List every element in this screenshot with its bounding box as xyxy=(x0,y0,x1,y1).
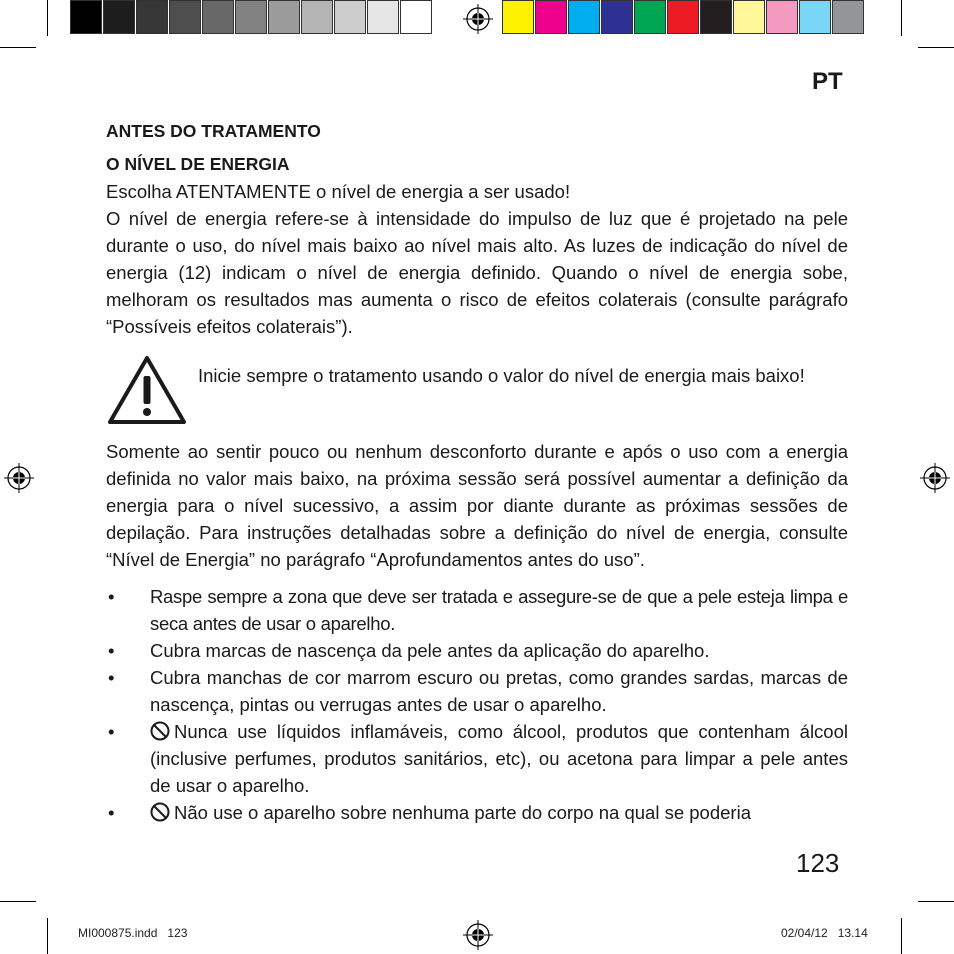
page-body xyxy=(106,118,848,826)
registration-mark-icon xyxy=(463,920,493,950)
list-item-text: Cubra manchas de cor marrom escuro ou pretas, como grandes sardas, marcas de nascença, pintas ou verrugas antes de usar o aparelho. xyxy=(150,667,848,715)
prohibited-icon xyxy=(150,802,170,822)
warning-triangle-icon xyxy=(106,354,188,426)
color-swatch xyxy=(535,0,567,34)
color-swatch xyxy=(400,0,432,34)
list-item-text: Nunca use líquidos inflamáveis, como álcool, produtos que contenham álcool (inclusive perfumes, produtos sanitários, etc), ou acetona para limpar a pele antes de usar o aparelho. xyxy=(150,721,848,796)
bullet: • xyxy=(108,721,115,742)
color-swatch xyxy=(367,0,399,34)
process-colorbar xyxy=(502,0,865,36)
crop-mark xyxy=(47,0,48,36)
list-item-text: Cubra marcas de nascença da pele antes da aplicação do aparelho. xyxy=(150,640,710,661)
crop-mark xyxy=(47,918,48,954)
crop-mark xyxy=(918,47,954,48)
crop-mark xyxy=(901,0,902,36)
slug-date: 02/04/12 xyxy=(781,926,828,940)
list-item xyxy=(106,583,848,637)
color-swatch xyxy=(766,0,798,34)
prohibited-icon xyxy=(150,721,170,741)
warning-text: Inicie sempre o tratamento usando o valor do nível de energia mais baixo! xyxy=(198,365,805,386)
registration-mark-icon xyxy=(4,463,34,493)
bullet: • xyxy=(108,586,115,607)
color-swatch xyxy=(136,0,168,34)
slug-time: 13.14 xyxy=(837,926,868,940)
list-item-text: Raspe sempre a zona que deve ser tratada e assegure-se de que a pele esteja limpa e seca antes de usar o aparelho. xyxy=(150,586,848,634)
grayscale-colorbar xyxy=(70,0,433,36)
slug-datetime xyxy=(781,926,868,940)
crop-mark xyxy=(0,901,36,902)
color-swatch xyxy=(235,0,267,34)
crop-mark xyxy=(0,47,36,48)
color-swatch xyxy=(568,0,600,34)
color-swatch xyxy=(700,0,732,34)
color-swatch xyxy=(103,0,135,34)
registration-mark-icon xyxy=(463,4,493,34)
slug-file xyxy=(78,926,187,940)
color-swatch xyxy=(169,0,201,34)
slug-file-page: 123 xyxy=(167,926,188,940)
crop-mark xyxy=(901,918,902,954)
color-swatch xyxy=(301,0,333,34)
color-swatch xyxy=(667,0,699,34)
bullet: • xyxy=(108,667,115,688)
color-swatch xyxy=(70,0,102,34)
list-item xyxy=(106,664,848,718)
color-swatch xyxy=(799,0,831,34)
color-swatch xyxy=(634,0,666,34)
color-swatch xyxy=(832,0,864,34)
energy-increase-paragraph: Somente ao sentir pouco ou nenhum desconforto durante e após o uso com a energia definida no valor mais baixo, na próxima sessão será possível aumentar a definição da energia para o nível sucessivo, a assim por diante durante as próximas sessões de depilação. Para instruções detalhadas sobre a definição do nível de energia, consulte “Nível de Energia” no parágrafo “Aprofundamentos antes do uso”. xyxy=(106,441,848,570)
warning-box xyxy=(106,354,848,426)
color-swatch xyxy=(202,0,234,34)
energy-paragraph: O nível de energia refere-se à intensidade do impulso de luz que é projetado na pele durante o uso, do nível mais baixo ao nível mais alto. As luzes de indicação do nível de energia (12) indicam o nível de energia definido. Quando o nível de energia sobe, melhoram os resultados mas aumenta o risco de efeitos colaterais (consulte parágrafo “Possíveis efeitos colaterais”). xyxy=(106,208,848,337)
color-swatch xyxy=(268,0,300,34)
intro-text: Escolha ATENTAMENTE o nível de energia a ser usado! xyxy=(106,181,571,202)
slug-filename: MI000875.indd xyxy=(78,926,158,940)
precautions-list xyxy=(106,583,848,826)
color-swatch xyxy=(502,0,534,34)
language-label: PT xyxy=(812,68,843,95)
bullet: • xyxy=(108,640,115,661)
list-item xyxy=(106,718,848,799)
crop-mark xyxy=(918,901,954,902)
color-swatch xyxy=(601,0,633,34)
color-swatch xyxy=(733,0,765,34)
list-item xyxy=(106,637,848,664)
bullet: • xyxy=(108,802,115,823)
list-item-text: Não use o aparelho sobre nenhuma parte do corpo na qual se poderia xyxy=(174,802,751,823)
section-heading: ANTES DO TRATAMENTO xyxy=(106,121,321,141)
page-number: 123 xyxy=(796,848,840,878)
registration-mark-icon xyxy=(920,463,950,493)
color-swatch xyxy=(334,0,366,34)
subsection-heading: O NÍVEL DE ENERGIA xyxy=(106,154,290,174)
list-item xyxy=(106,799,848,826)
